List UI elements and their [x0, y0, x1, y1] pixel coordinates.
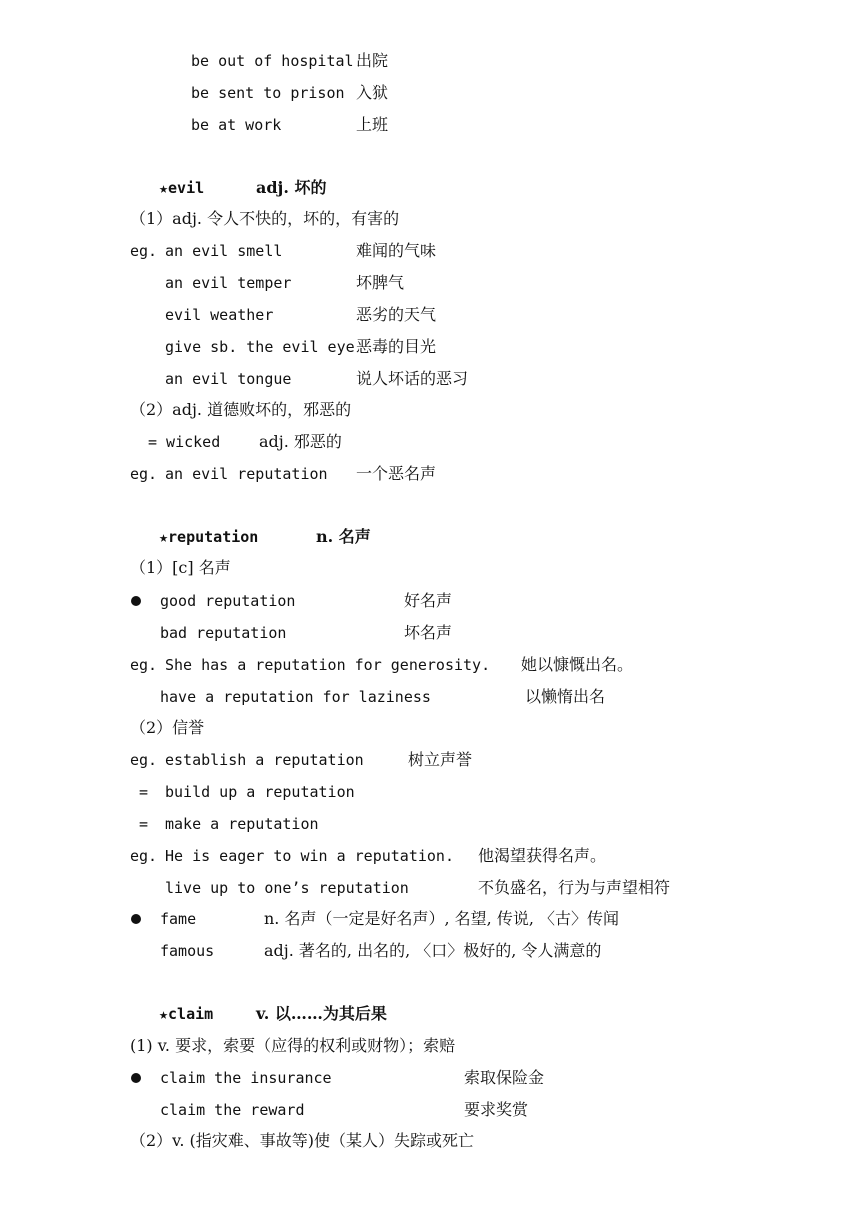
- entry-headword: ★evil: [159, 179, 205, 197]
- phrase-en: be out of hospital: [191, 52, 354, 70]
- example-zh: 说人坏话的恶习: [356, 369, 469, 388]
- example-en: She has a reputation for generosity.: [165, 656, 491, 674]
- example-en: give sb. the evil eye: [165, 338, 355, 356]
- example-en: good reputation: [160, 592, 296, 610]
- phrase-zh: 出院: [356, 51, 389, 70]
- synonym: = wicked: [148, 433, 221, 451]
- synonym-def: adj. 邪恶的: [259, 432, 342, 451]
- entry-pos: adj. 坏的: [256, 178, 327, 197]
- example-en: establish a reputation: [165, 751, 364, 769]
- example-zh: 树立声誉: [408, 750, 473, 769]
- example-zh: 坏名声: [404, 623, 453, 642]
- entry-pos: v. 以……为其后果: [256, 1004, 387, 1023]
- entry-headword: ★reputation: [159, 528, 259, 546]
- sense-line: （2）信誉: [130, 718, 205, 737]
- example-en: have a reputation for laziness: [160, 688, 431, 706]
- eg-label: eg.: [130, 847, 158, 865]
- sense-line: （2）v. (指灾难、事故等)使（某人）失踪或死亡: [130, 1131, 474, 1150]
- example-zh: 恶劣的天气: [356, 305, 437, 324]
- example-zh: 难闻的气味: [356, 241, 437, 260]
- example-zh: 好名声: [404, 591, 453, 610]
- equivalent-phrase: build up a reputation: [165, 783, 355, 801]
- related-word: famous: [160, 942, 215, 960]
- example-zh: 她以慷慨出名。: [521, 655, 634, 674]
- bullet-icon: [131, 596, 141, 606]
- example-zh: 一个恶名声: [356, 464, 437, 483]
- eg-label: eg.: [130, 242, 158, 260]
- equivalent-phrase: make a reputation: [165, 815, 319, 833]
- entry-pos: n. 名声: [316, 527, 371, 546]
- example-en: an evil temper: [165, 274, 292, 292]
- phrase-zh: 入狱: [356, 83, 389, 102]
- example-zh: 要求奖赏: [464, 1100, 529, 1119]
- phrase-en: be at work: [191, 116, 282, 134]
- example-en: bad reputation: [160, 624, 287, 642]
- eg-label: eg.: [130, 465, 158, 483]
- example-zh: 不负盛名，行为与声望相符: [478, 878, 671, 897]
- example-en: He is eager to win a reputation.: [165, 847, 454, 865]
- example-en: evil weather: [165, 306, 274, 324]
- sense-line: (1) v. 要求，索要（应得的权利或财物）；索赔: [130, 1036, 456, 1055]
- eg-label: eg.: [130, 656, 158, 674]
- bullet-icon: [131, 914, 141, 924]
- example-en: an evil smell: [165, 242, 283, 260]
- bullet-icon: [131, 1073, 141, 1083]
- example-zh: 坏脾气: [356, 273, 405, 292]
- example-en: claim the insurance: [160, 1069, 332, 1087]
- example-zh: 恶毒的目光: [356, 337, 437, 356]
- entry-headword: ★claim: [159, 1005, 214, 1023]
- example-zh: 以懒惰出名: [525, 687, 606, 706]
- sense-line: （1）[c] 名声: [130, 558, 231, 577]
- eg-label: eg.: [130, 751, 158, 769]
- example-en: an evil tongue: [165, 370, 292, 388]
- related-word: fame: [160, 910, 197, 928]
- example-en: live up to one’s reputation: [165, 879, 409, 897]
- equals-sign: =: [139, 815, 149, 833]
- sense-line: （2）adj. 道德败坏的，邪恶的: [130, 400, 352, 419]
- example-en: an evil reputation: [165, 465, 328, 483]
- related-def: n. 名声（一定是好名声）, 名望, 传说, 〈古〉传闻: [264, 909, 619, 928]
- equals-sign: =: [139, 783, 149, 801]
- related-def: adj. 著名的, 出名的, 〈口〉极好的, 令人满意的: [264, 941, 602, 960]
- phrase-en: be sent to prison: [191, 84, 345, 102]
- example-en: claim the reward: [160, 1101, 305, 1119]
- example-zh: 索取保险金: [464, 1068, 545, 1087]
- phrase-zh: 上班: [356, 115, 389, 134]
- example-zh: 他渴望获得名声。: [478, 846, 607, 865]
- sense-line: （1）adj. 令人不快的，坏的，有害的: [130, 209, 400, 228]
